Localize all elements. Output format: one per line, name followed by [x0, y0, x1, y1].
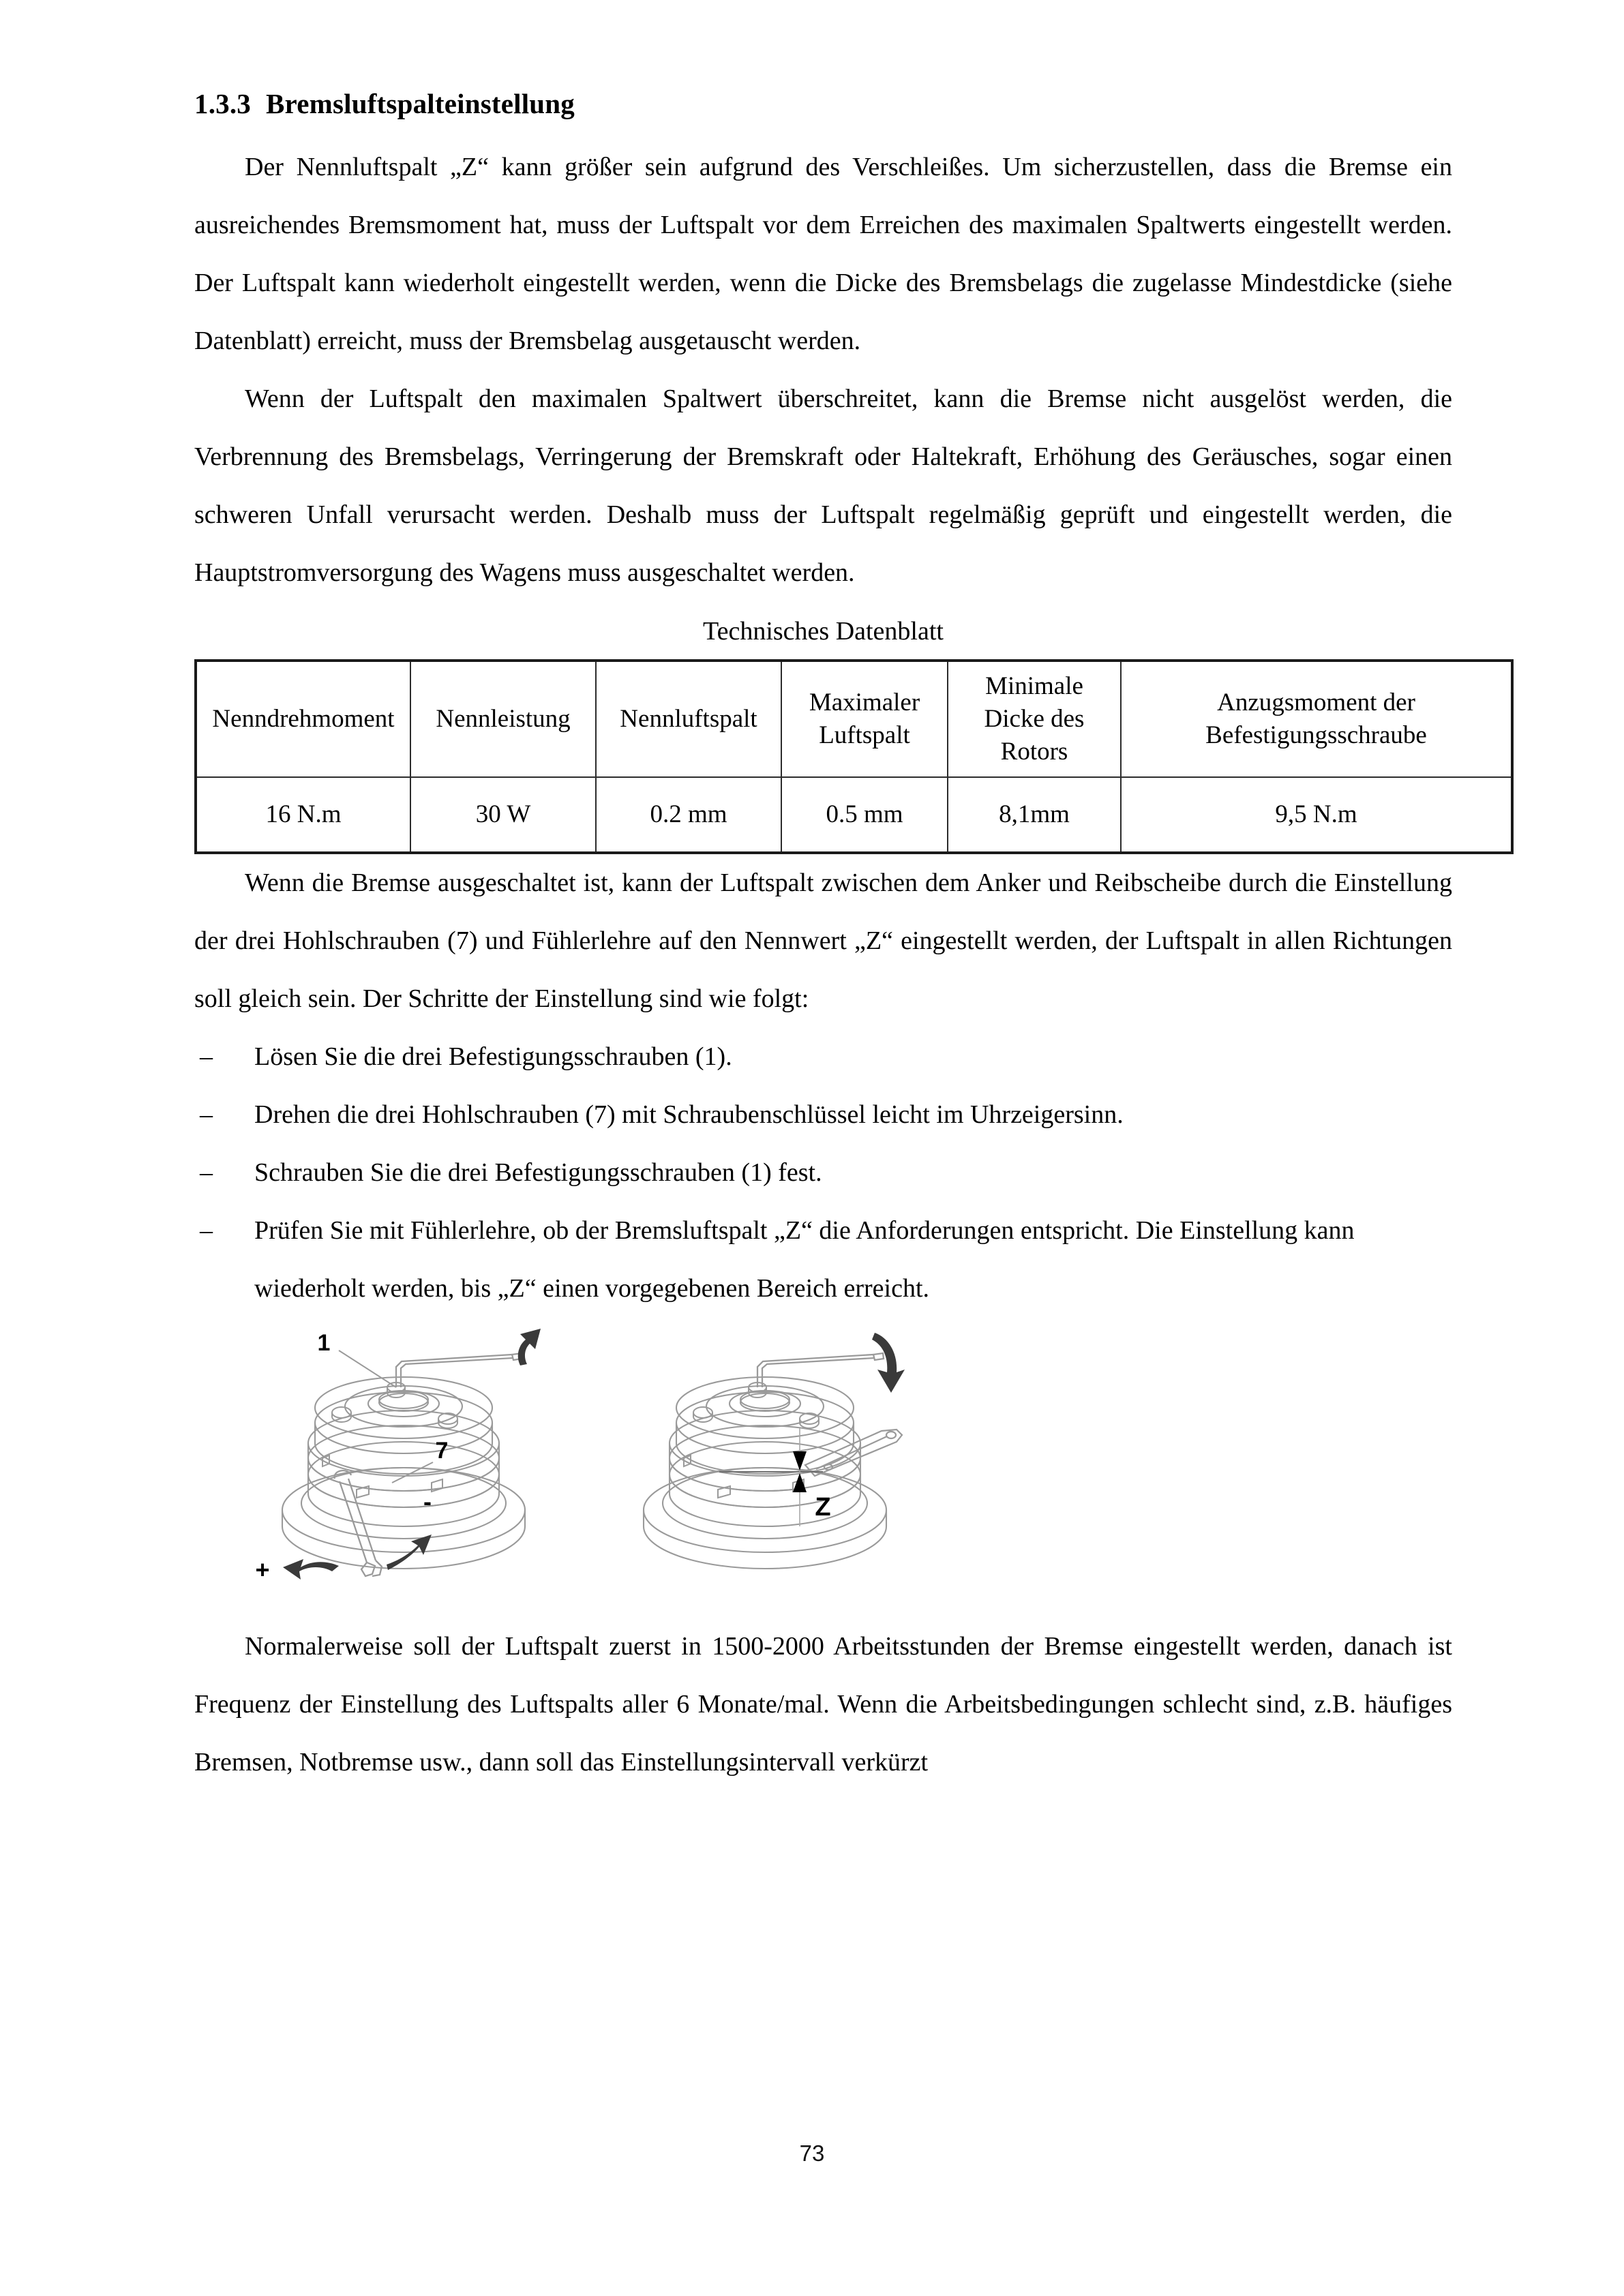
adjustment-steps-list — [194, 1028, 1452, 1318]
table-cell-maximaler-luftspalt-value: 0.5 mm — [781, 777, 948, 853]
rotation-arrow-plus-icon — [283, 1559, 339, 1580]
section-number: 1.3.3 — [194, 88, 251, 119]
table-cell-nenndrehmoment-value: 16 N.m — [196, 777, 410, 853]
paragraph-3: Wenn die Bremse ausgeschaltet ist, kann der Luftspalt zwischen dem Anker und Reibscheibe durch die Einstellung der drei Hohlschrauben (7) und Fühlerlehre auf den Nennwert „Z“ eingestellt werden, der Luftspalt in allen Richtungen soll gleich sein. Der Schritte der Einstellung sind wie folgt: — [194, 868, 1452, 1014]
table-header-cell-maximaler-luftspalt: Maximaler Luftspalt — [781, 661, 948, 777]
list-item — [194, 1144, 1452, 1202]
paragraph-2: Wenn der Luftspalt den maximalen Spaltwert überschreitet, kann die Bremse nicht ausgelöst werden, die Verbrennung des Bremsbelags, Verringerung der Bremskraft oder Haltekraft, Erhöhung des Geräusches, sogar einen schweren Unfall verursacht werden. Deshalb muss der Luftspalt regelmäßig geprüft und eingestellt werden, die Hauptstromversorgung des Wagens muss ausgeschaltet werden. — [194, 384, 1452, 588]
left-brake-illustration — [255, 1329, 541, 1584]
list-marker-dash: – — [200, 1100, 213, 1130]
list-marker-dash: – — [200, 1216, 213, 1245]
table-cell-nennluftspalt-value: 0.2 mm — [596, 777, 781, 853]
table-header-cell-nenndrehmoment: Nenndrehmoment — [196, 661, 410, 777]
table-cell-minimale-dicke-value: 8,1mm — [948, 777, 1121, 853]
figure-label-minus: - — [423, 1487, 432, 1516]
list-item-text: Lösen Sie die drei Befestigungsschrauben (1). — [254, 1042, 732, 1072]
rotation-arrow-up-icon — [518, 1329, 541, 1365]
figure-label-z: Z — [815, 1493, 831, 1522]
section-title: Bremsluftspalteinstellung — [266, 88, 575, 119]
rotation-arrow-down-icon — [872, 1333, 905, 1393]
section-heading — [194, 87, 1452, 121]
page-number: 73 — [799, 2141, 825, 2166]
figure-label-plus: + — [255, 1556, 270, 1584]
figure-label-7: 7 — [435, 1438, 449, 1464]
allen-key-tool — [757, 1353, 884, 1387]
table-header-cell-nennleistung: Nennleistung — [410, 661, 596, 777]
table-cell-anzugsmoment-value: 9,5 N.m — [1121, 777, 1512, 853]
list-item-text: Schrauben Sie die drei Befestigungsschrauben (1) fest. — [254, 1158, 822, 1188]
allen-key-tool — [396, 1353, 522, 1387]
leader-line-label-1 — [339, 1350, 396, 1387]
list-item — [194, 1028, 1452, 1086]
right-brake-illustration — [644, 1333, 905, 1569]
list-item-text: Drehen die drei Hohlschrauben (7) mit Schraubenschlüssel leicht im Uhrzeigersinn. — [254, 1100, 1124, 1130]
paragraph-4: Normalerweise soll der Luftspalt zuerst in 1500-2000 Arbeitsstunden der Bremse eingestellt werden, danach ist Frequenz der Einstellung des Luftspalts aller 6 Monate/mal. Wenn die Arbeitsbedingungen schlecht sind, z.B. häufiges Bremsen, Notbremse usw., dann soll das Einstellungsintervall verkürzt — [194, 1632, 1452, 1777]
table-header-cell-nennluftspalt: Nennluftspalt — [596, 661, 781, 777]
list-item — [194, 1086, 1452, 1144]
page-content — [194, 87, 1452, 1792]
technical-data-table — [194, 659, 1514, 854]
list-marker-dash: – — [200, 1158, 213, 1188]
table-caption: Technisches Datenblatt — [703, 617, 944, 646]
paragraph-1: Der Nennluftspalt „Z“ kann größer sein aufgrund des Verschleißes. Um sicherzustellen, dass die Bremse ein ausreichendes Bremsmoment hat, muss der Luftspalt vor dem Erreichen des maximalen Spaltwerts eingestellt werden. Der Luftspalt kann wiederholt eingestellt werden, wenn die Dicke des Bremsbelags die zugelasse Mindestdicke (siehe Datenblatt) erreicht, muss der Bremsbelag ausgetauscht werden. — [194, 153, 1452, 356]
list-item — [194, 1202, 1452, 1318]
table-row — [196, 777, 1512, 853]
table-header-cell-anzugsmoment: Anzugsmoment der Befestigungsschraube — [1121, 661, 1512, 777]
brake-assembly-diagram — [194, 1327, 1452, 1614]
list-item-text: Prüfen Sie mit Fühlerlehre, ob der Bremsluftspalt „Z“ die Anforderungen entspricht. Die Einstellung kann wiederholt werden, bis „Z“ einen vorgegebenen Bereich erreicht. — [254, 1216, 1355, 1303]
brake-adjustment-figure — [194, 1327, 1452, 1614]
list-marker-dash: – — [200, 1042, 213, 1072]
table-header-cell-minimale-dicke-des-rotors: Minimale Dicke des Rotors — [948, 661, 1121, 777]
table-header-row — [196, 661, 1512, 777]
table-cell-nennleistung-value: 30 W — [410, 777, 596, 853]
figure-label-1: 1 — [317, 1330, 331, 1357]
